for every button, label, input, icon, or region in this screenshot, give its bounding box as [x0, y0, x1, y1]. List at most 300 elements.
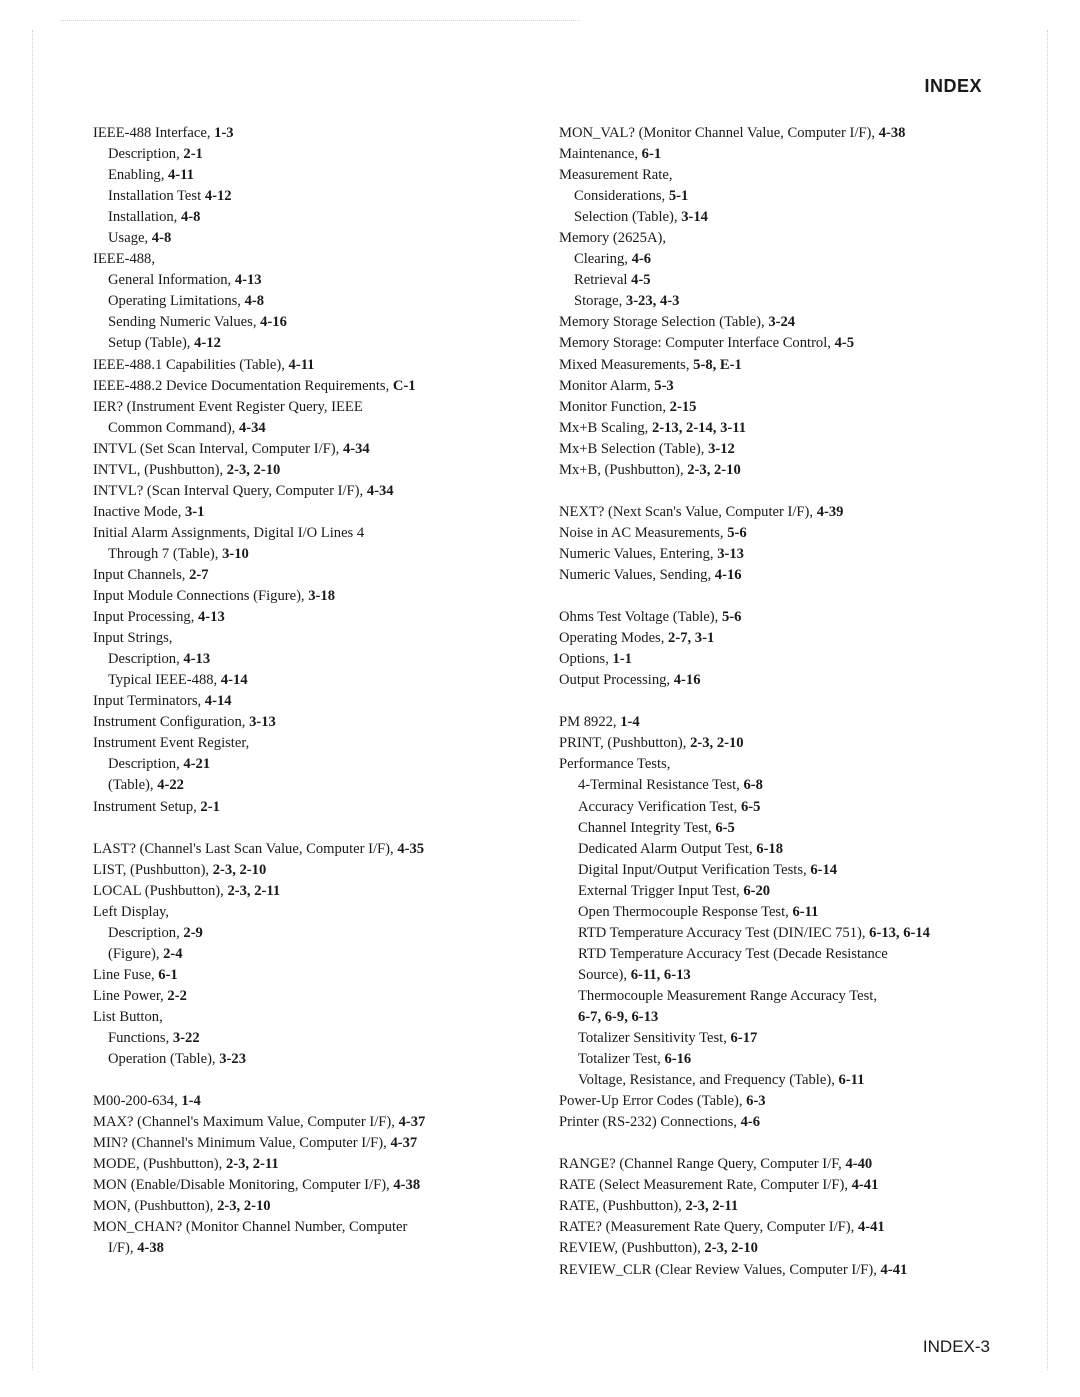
index-term: Enabling,	[108, 167, 168, 184]
index-term: REVIEW_CLR (Clear Review Values, Computer I/F),	[559, 1261, 881, 1278]
index-term: Totalizer Test,	[578, 1051, 665, 1068]
index-page-ref: 4-40	[845, 1156, 873, 1173]
index-entry	[93, 860, 533, 881]
index-page-ref: 3-23, 4-3	[625, 293, 680, 310]
index-term: MON (Enable/Disable Monitoring, Computer I/F),	[93, 1177, 394, 1194]
index-term: Noise in AC Measurements,	[559, 524, 728, 541]
index-page-ref: 2-15	[669, 398, 697, 415]
index-term: IER? (Instrument Event Register Query, IEEE	[93, 398, 363, 415]
index-entry	[93, 881, 533, 902]
index-page-ref: 4-38	[393, 1177, 421, 1194]
index-page-ref: 3-13	[717, 545, 744, 562]
index-column-right	[559, 123, 999, 1281]
index-term: Voltage, Resistance, and Frequency (Table),	[578, 1072, 839, 1089]
index-term: Instrument Configuration,	[93, 714, 250, 731]
index-subentry	[559, 270, 999, 291]
index-entry	[559, 1112, 999, 1133]
index-term: Line Fuse,	[93, 966, 159, 983]
index-term: INTVL (Set Scan Interval, Computer I/F),	[93, 440, 343, 457]
index-page-ref: 5-8, E-1	[693, 356, 742, 373]
index-entry	[93, 797, 533, 818]
index-page-ref: 4-13	[183, 651, 211, 668]
index-entry	[93, 1196, 533, 1217]
index-term: MODE, (Pushbutton),	[93, 1156, 226, 1173]
index-term: Common Command),	[108, 419, 239, 436]
index-entry	[93, 1133, 533, 1154]
index-term: MAX? (Channel's Maximum Value, Computer I/F),	[93, 1114, 399, 1131]
index-term: Memory (2625A),	[559, 230, 667, 247]
index-term: Operation (Table),	[108, 1051, 220, 1068]
index-term: Input Terminators,	[93, 693, 205, 710]
index-term: Input Channels,	[93, 566, 190, 583]
index-subentry	[559, 818, 999, 839]
index-term: General Information,	[108, 272, 235, 289]
index-subentry	[559, 881, 999, 902]
index-page-ref: 2-13, 2-14, 3-11	[651, 419, 747, 436]
index-page-ref: 4-39	[816, 503, 844, 520]
index-page-ref: 6-3	[746, 1093, 766, 1110]
page-number: INDEX-3	[922, 1337, 990, 1356]
index-term: Open Thermocouple Response Test,	[578, 903, 793, 920]
index-page-ref: 1-3	[214, 125, 234, 141]
index-page-ref: 3-10	[222, 545, 249, 562]
index-entry	[559, 670, 999, 691]
index-term: Considerations,	[574, 188, 669, 205]
index-subentry	[93, 165, 533, 186]
index-page-ref: 4-11	[288, 356, 315, 373]
index-page-ref: 6-14	[810, 861, 838, 878]
index-entry	[559, 1217, 999, 1238]
index-term: Dedicated Alarm Output Test,	[578, 840, 757, 857]
index-term: Mx+B Selection (Table),	[559, 440, 709, 457]
index-page-ref: 4-6	[631, 251, 652, 268]
index-term: Monitor Function,	[559, 398, 670, 415]
index-entry	[93, 355, 533, 376]
index-subentry	[93, 270, 533, 291]
index-subentry	[93, 649, 533, 670]
index-entry	[93, 839, 533, 860]
scan-edge-right	[1047, 30, 1048, 1370]
index-subentry	[93, 923, 533, 944]
index-term: Numeric Values, Entering,	[559, 545, 718, 562]
index-page-ref: 4-41	[857, 1219, 885, 1236]
index-page-ref: 6-5	[715, 819, 735, 836]
index-entry	[93, 376, 533, 397]
index-page-ref: 3-13	[249, 714, 276, 731]
index-page-ref: 2-3, 2-10	[687, 461, 741, 478]
index-term: Input Processing,	[93, 609, 198, 626]
index-page-ref: 6-13, 6-14	[869, 924, 930, 941]
index-term: INTVL, (Pushbutton),	[93, 461, 227, 478]
index-term: Storage,	[574, 293, 626, 310]
index-page-ref: 1-4	[620, 714, 640, 731]
index-page-ref: 4-13	[234, 272, 262, 289]
index-subentry	[559, 986, 999, 1007]
index-page-ref: 2-3, 2-10	[217, 1198, 271, 1215]
index-page-ref: 4-37	[390, 1135, 418, 1152]
index-term: Numeric Values, Sending,	[559, 566, 715, 583]
index-term: LOCAL (Pushbutton),	[93, 882, 228, 899]
scan-edge-top	[60, 20, 580, 21]
index-subentry	[559, 249, 999, 270]
index-term: RATE? (Measurement Rate Query, Computer I/F),	[559, 1219, 858, 1236]
index-subentry	[93, 754, 533, 775]
index-entry	[559, 754, 999, 775]
index-term: Functions,	[108, 1030, 173, 1047]
index-term: RATE, (Pushbutton),	[559, 1198, 686, 1215]
index-entry	[93, 965, 533, 986]
index-entry	[559, 1175, 999, 1196]
index-page-ref: 6-7, 6-9, 6-13	[578, 1008, 659, 1025]
index-subentry	[559, 291, 999, 312]
index-entry	[559, 523, 999, 544]
index-entry	[559, 165, 999, 186]
index-section-gap	[93, 818, 533, 839]
index-term: Initial Alarm Assignments, Digital I/O Lines 4	[93, 524, 365, 541]
index-page-ref: 2-2	[167, 987, 187, 1004]
index-page-ref: 4-11	[168, 167, 194, 184]
index-subentry	[93, 312, 533, 333]
index-entry	[559, 649, 999, 670]
index-column-left	[93, 123, 533, 1260]
index-page-ref: 4-16	[260, 314, 287, 331]
index-term: Measurement Rate,	[559, 167, 673, 184]
index-term: IEEE-488 Interface,	[93, 125, 215, 141]
index-page-ref: 4-21	[183, 756, 211, 773]
scan-edge-left	[32, 30, 33, 1370]
index-page-ref: 4-8	[151, 230, 172, 247]
index-entry	[559, 712, 999, 733]
index-subentry	[93, 186, 533, 207]
index-term: Monitor Alarm,	[559, 377, 655, 394]
index-entry	[559, 333, 999, 354]
index-term: Mx+B, (Pushbutton),	[559, 461, 688, 478]
index-page-ref: 3-18	[308, 588, 335, 605]
index-subentry	[559, 186, 999, 207]
index-subentry	[93, 333, 533, 354]
index-term: Memory Storage: Computer Interface Control,	[559, 335, 835, 352]
index-entry	[559, 733, 999, 754]
index-term: Installation,	[108, 209, 181, 226]
index-subentry	[559, 965, 999, 986]
index-entry	[93, 1112, 533, 1133]
index-term: Retrieval	[574, 272, 632, 289]
index-term: Usage,	[108, 230, 152, 247]
index-section-gap	[559, 691, 999, 712]
index-entry	[559, 418, 999, 439]
index-subentry	[93, 144, 533, 165]
index-page-ref: 3-14	[681, 209, 708, 226]
index-subentry	[93, 670, 533, 691]
index-entry	[93, 1217, 533, 1238]
index-term: Installation Test	[108, 188, 205, 205]
index-page-ref: 4-13	[198, 609, 225, 626]
index-subentry	[93, 544, 533, 565]
index-entry	[93, 986, 533, 1007]
index-term: Options,	[559, 651, 613, 668]
index-entry	[93, 691, 533, 712]
index-term: Memory Storage Selection (Table),	[559, 314, 769, 331]
index-page-ref: 5-1	[668, 188, 689, 205]
index-term: INTVL? (Scan Interval Query, Computer I/F),	[93, 482, 367, 499]
index-page-ref: 6-1	[158, 966, 178, 983]
index-page-ref: 2-9	[183, 924, 203, 941]
index-entry	[93, 1007, 533, 1028]
index-page-ref: C-1	[392, 377, 416, 394]
index-entry	[559, 376, 999, 397]
index-subentry	[93, 228, 533, 249]
index-subentry	[559, 839, 999, 860]
index-subentry	[93, 1049, 533, 1070]
index-term: IEEE-488,	[93, 251, 156, 268]
index-page-ref: 4-8	[180, 209, 201, 226]
index-term: RTD Temperature Accuracy Test (DIN/IEC 751),	[578, 924, 870, 941]
index-term: M00-200-634,	[93, 1093, 182, 1110]
index-entry	[93, 1154, 533, 1175]
index-entry	[93, 460, 533, 481]
index-term: Operating Modes,	[559, 630, 669, 647]
index-page-ref: 6-16	[664, 1051, 692, 1068]
index-term: 4-Terminal Resistance Test,	[578, 777, 744, 794]
index-term: Setup (Table),	[108, 335, 195, 352]
index-subentry	[559, 797, 999, 818]
index-term: NEXT? (Next Scan's Value, Computer I/F),	[559, 503, 817, 520]
index-term: List Button,	[93, 1008, 163, 1025]
index-term: External Trigger Input Test,	[578, 882, 744, 899]
index-term: LAST? (Channel's Last Scan Value, Computer I/F),	[93, 840, 398, 857]
index-term: IEEE-488.2 Device Documentation Requirements,	[93, 377, 393, 394]
index-term: Input Strings,	[93, 630, 173, 647]
index-entry	[93, 565, 533, 586]
index-term: Ohms Test Voltage (Table),	[559, 609, 722, 626]
index-page-ref: 4-6	[740, 1114, 761, 1131]
index-section-gap	[559, 481, 999, 502]
index-entry	[93, 523, 533, 544]
index-subentry	[559, 1070, 999, 1091]
page-header-title: INDEX	[924, 76, 982, 96]
index-term: MON, (Pushbutton),	[93, 1198, 218, 1215]
index-term: Maintenance,	[559, 146, 642, 163]
index-term: IEEE-488.1 Capabilities (Table),	[93, 356, 289, 373]
index-term: REVIEW, (Pushbutton),	[559, 1240, 705, 1257]
index-term: Thermocouple Measurement Range Accuracy Test,	[578, 987, 877, 1004]
index-entry	[93, 1091, 533, 1112]
index-subentry	[93, 291, 533, 312]
index-entry	[559, 439, 999, 460]
index-term: Source),	[578, 966, 631, 983]
index-page-ref: 4-16	[714, 566, 742, 583]
index-term: LIST, (Pushbutton),	[93, 861, 213, 878]
index-subentry	[93, 1238, 533, 1259]
index-page-ref: 6-11	[792, 903, 819, 920]
index-entry	[93, 607, 533, 628]
index-subentry	[93, 775, 533, 796]
index-term: I/F),	[108, 1240, 138, 1257]
index-term: Printer (RS-232) Connections,	[559, 1114, 741, 1131]
index-page-ref: 4-14	[204, 693, 232, 710]
index-term: Operating Limitations,	[108, 293, 245, 310]
index-entry	[559, 565, 999, 586]
index-entry	[559, 144, 999, 165]
index-page-ref: 6-20	[743, 882, 771, 899]
index-term: Description,	[108, 924, 184, 941]
index-subentry	[559, 1049, 999, 1070]
index-term: (Table),	[108, 777, 158, 794]
index-entry	[93, 712, 533, 733]
index-entry	[559, 544, 999, 565]
index-page-ref: 6-8	[743, 777, 763, 794]
index-term: RTD Temperature Accuracy Test (Decade Resistance	[578, 945, 888, 962]
index-term: PM 8922,	[559, 714, 621, 731]
index-entry	[93, 586, 533, 607]
index-page-ref: 1-4	[181, 1093, 201, 1110]
index-page-ref: 4-12	[194, 335, 221, 352]
index-page-ref: 4-8	[244, 293, 265, 310]
index-page-ref: 4-22	[157, 777, 184, 794]
index-term: Description,	[108, 146, 184, 163]
index-entry	[559, 460, 999, 481]
index-page-ref: 3-12	[708, 440, 735, 457]
index-page-ref: 2-1	[200, 798, 220, 815]
index-page-ref: 2-3, 2-11	[227, 882, 281, 899]
index-subentry	[93, 944, 533, 965]
index-subentry	[559, 1028, 999, 1049]
index-page-ref: 6-18	[756, 840, 784, 857]
index-section-gap	[559, 1133, 999, 1154]
index-term: Sending Numeric Values,	[108, 314, 261, 331]
index-term: Output Processing,	[559, 672, 674, 689]
index-page-ref: 6-17	[730, 1030, 758, 1047]
index-page-ref: 2-3, 2-10	[212, 861, 267, 878]
index-term: Performance Tests,	[559, 756, 671, 773]
index-term: Channel Integrity Test,	[578, 819, 716, 836]
index-term: Mx+B Scaling,	[559, 419, 652, 436]
index-page-ref: 4-34	[342, 440, 370, 457]
index-page-ref: 4-14	[220, 672, 248, 689]
index-term: Instrument Setup,	[93, 798, 201, 815]
index-entry	[93, 439, 533, 460]
index-term: MON_VAL? (Monitor Channel Value, Computer I/F),	[559, 125, 879, 141]
index-term: Description,	[108, 651, 184, 668]
index-page-ref: 3-1	[185, 503, 205, 520]
index-entry	[93, 249, 533, 270]
index-entry	[559, 228, 999, 249]
index-page-ref: 1-1	[612, 651, 632, 668]
index-entry	[93, 1175, 533, 1196]
index-entry	[559, 1260, 999, 1281]
index-term: Typical IEEE-488,	[108, 672, 221, 689]
index-subentry	[559, 775, 999, 796]
index-subentry	[93, 1028, 533, 1049]
index-section-gap	[559, 586, 999, 607]
index-term: Line Power,	[93, 987, 168, 1004]
index-entry	[93, 902, 533, 923]
index-term: RANGE? (Channel Range Query, Computer I/F,	[559, 1156, 846, 1173]
index-page-ref: 4-34	[238, 419, 266, 436]
index-entry	[559, 355, 999, 376]
index-page-ref: 4-38	[137, 1240, 164, 1257]
index-page-ref: 2-3, 2-11	[685, 1198, 739, 1215]
index-term: MIN? (Channel's Minimum Value, Computer I/F),	[93, 1135, 391, 1152]
index-page-ref: 2-3, 2-11	[225, 1156, 279, 1173]
index-page-ref: 6-5	[740, 798, 761, 815]
index-entry	[93, 733, 533, 754]
index-term: Selection (Table),	[574, 209, 682, 226]
index-term: Through 7 (Table),	[108, 545, 223, 562]
index-page-ref: 2-4	[163, 945, 183, 962]
index-term: Left Display,	[93, 903, 170, 920]
index-subentry	[559, 923, 999, 944]
index-section-gap	[93, 1070, 533, 1091]
index-term: Instrument Event Register,	[93, 735, 250, 752]
index-entry	[559, 123, 999, 144]
index-entry	[559, 628, 999, 649]
index-entry	[93, 628, 533, 649]
index-subentry	[93, 418, 533, 439]
index-page-ref: 2-3, 2-10	[226, 461, 281, 478]
index-term: MON_CHAN? (Monitor Channel Number, Computer	[93, 1219, 408, 1236]
index-subentry	[93, 207, 533, 228]
index-entry	[559, 1196, 999, 1217]
index-page-ref: 4-16	[673, 672, 701, 689]
index-term: Totalizer Sensitivity Test,	[578, 1030, 731, 1047]
index-entry	[93, 397, 533, 418]
index-entry	[559, 502, 999, 523]
index-page-ref: 2-7	[189, 566, 209, 583]
index-entry	[93, 481, 533, 502]
index-subentry	[559, 207, 999, 228]
index-subentry	[559, 1007, 999, 1028]
index-page-ref: 3-24	[768, 314, 796, 331]
index-page-ref: 4-5	[631, 272, 651, 289]
index-page-ref: 6-1	[641, 146, 662, 163]
index-term: Power-Up Error Codes (Table),	[559, 1093, 747, 1110]
index-subentry	[559, 860, 999, 881]
index-subentry	[559, 944, 999, 965]
index-term: Digital Input/Output Verification Tests,	[578, 861, 811, 878]
index-term: Description,	[108, 756, 184, 773]
index-page-ref: 3-22	[172, 1030, 200, 1047]
index-term: Mixed Measurements,	[559, 356, 694, 373]
index-term: Inactive Mode,	[93, 503, 185, 520]
index-entry	[559, 1154, 999, 1175]
index-term: Clearing,	[574, 251, 632, 268]
index-page-ref: 5-3	[654, 377, 674, 394]
index-page-ref: 2-1	[183, 146, 203, 163]
index-page-ref: 4-12	[204, 188, 232, 205]
index-entry	[93, 502, 533, 523]
index-entry	[559, 1238, 999, 1259]
index-term: Accuracy Verification Test,	[578, 798, 741, 815]
index-page-ref: 2-3, 2-10	[690, 735, 744, 752]
index-page-ref: 4-41	[851, 1177, 879, 1194]
index-term: PRINT, (Pushbutton),	[559, 735, 691, 752]
index-page-ref: 5-6	[727, 524, 747, 541]
index-page-ref: 2-7, 3-1	[668, 630, 715, 647]
index-term: RATE (Select Measurement Rate, Computer I/F),	[559, 1177, 852, 1194]
index-page-ref: 2-3, 2-10	[704, 1240, 758, 1257]
index-entry	[559, 1091, 999, 1112]
index-page-ref: 4-35	[397, 840, 425, 857]
index-page-ref: 4-34	[366, 482, 394, 499]
index-page-ref: 3-23	[219, 1051, 246, 1068]
index-page-ref: 5-6	[721, 609, 742, 626]
index-page-ref: 6-11	[838, 1072, 865, 1089]
index-page-ref: 4-41	[880, 1261, 908, 1278]
index-term: (Figure),	[108, 945, 164, 962]
index-page-ref: 6-11, 6-13	[630, 966, 691, 983]
index-entry	[559, 312, 999, 333]
